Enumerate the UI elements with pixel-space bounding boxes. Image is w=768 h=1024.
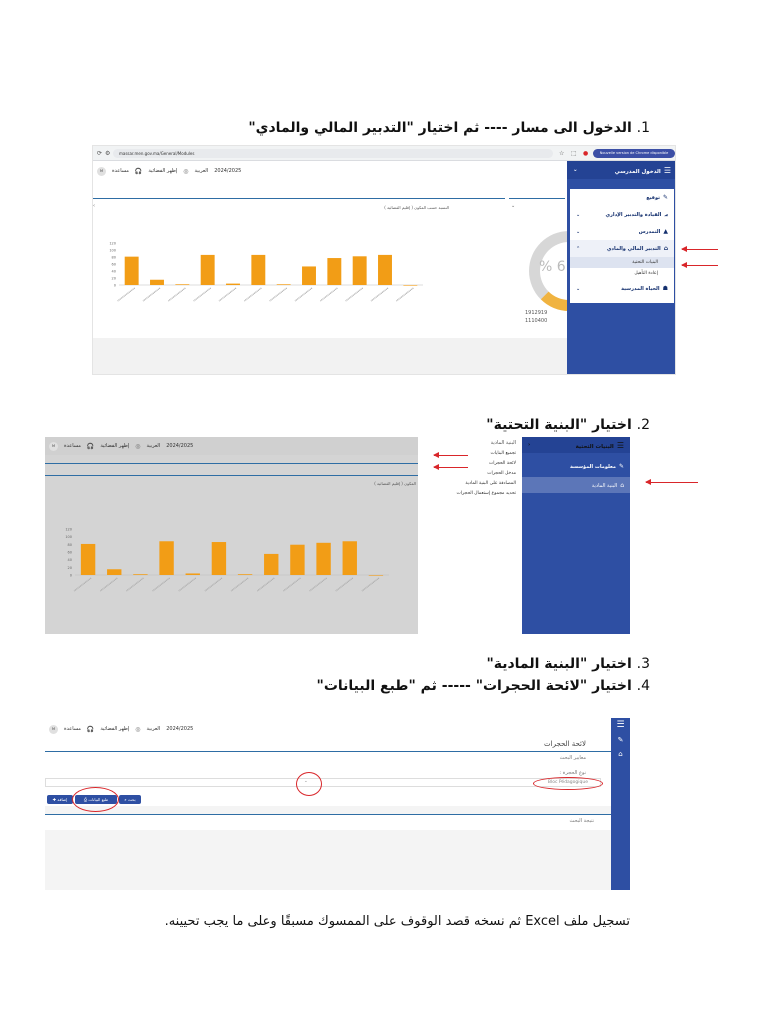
submenu-infrastructure[interactable]: البنيات التحتية [570, 257, 674, 268]
chevron-down-icon: ⌄ [576, 211, 581, 218]
panel-item-buildings[interactable]: تجميع البنايات [490, 451, 516, 456]
section-divider [45, 475, 418, 476]
donut-label: % 6 [539, 259, 566, 275]
form-area [45, 806, 611, 814]
step-3-number: 3. [636, 656, 650, 672]
remote-support-link[interactable]: إظهر الفضائية [100, 443, 130, 449]
page-title: لائحة الحجرات [544, 740, 586, 748]
browser-toolbar [93, 146, 676, 161]
x-tick-label [74, 578, 91, 591]
y-tick-label: 80 [111, 255, 116, 260]
bar [343, 541, 357, 575]
sidebar-title: ☰البنيات التحتية [575, 440, 624, 450]
bar [226, 284, 240, 285]
profile-icon[interactable]: ● [583, 150, 589, 157]
x-tick-label [362, 578, 379, 591]
bar [316, 543, 330, 575]
y-tick-label: 0 [113, 283, 116, 288]
x-tick-label [205, 578, 222, 591]
x-tick-label [126, 578, 143, 591]
bank-icon: ⌂ [663, 245, 668, 252]
criteria-label: معايير البحث [559, 755, 586, 761]
result-label: نتيجة البحث [569, 818, 594, 824]
chevron-down-icon: ⌄ [576, 228, 581, 235]
remote-support-link[interactable]: إظهر الفضائية [148, 168, 178, 174]
y-tick-label: 120 [109, 241, 116, 246]
x-tick-label [179, 578, 196, 591]
pencil-icon: ✎ [618, 462, 624, 470]
x-tick-label [270, 288, 287, 301]
screenshot-2-dimmed-content [45, 437, 418, 634]
red-arrow [682, 249, 718, 250]
x-tick-label [283, 578, 300, 591]
step-1-title [248, 120, 650, 136]
sidebar-collapsed [611, 718, 630, 890]
section-divider [45, 751, 611, 752]
panel-item-validation[interactable]: المصادقة على البنية المادية [465, 481, 516, 486]
x-tick-label [231, 578, 248, 591]
printer-icon: ⎙ [83, 797, 88, 802]
y-tick-label: 20 [67, 565, 72, 570]
pencil-icon: ✎ [662, 194, 668, 201]
footer-note: تسجيل ملف Excel ثم نسخه قصد الوقوف على الممسوك مسبقًا وعلى ما يجب تحيينه. [164, 914, 630, 929]
url-field[interactable]: massar.men.gov.ma/General/Modules [113, 149, 553, 158]
bar [212, 542, 226, 575]
panel-item-usage[interactable]: تحديد مجموع إستعمال الحجرات [456, 491, 516, 496]
y-tick-label: 100 [65, 535, 72, 540]
avatar[interactable]: M [49, 725, 58, 734]
chevron-up-icon: ⌃ [576, 245, 581, 252]
bar [175, 284, 189, 285]
y-tick-label: 60 [67, 550, 72, 555]
bar [201, 255, 215, 285]
print-data-button[interactable]: ⎙ طبع البيانات [75, 795, 117, 804]
highlight-circle [533, 777, 603, 790]
x-tick-label [371, 288, 388, 301]
step-3-title [486, 656, 650, 672]
bar [107, 569, 121, 575]
sidebar-header [567, 161, 676, 179]
highlight-circle [296, 772, 322, 796]
reload-icon[interactable]: ⟳ [97, 150, 103, 157]
step-2-number: 2. [636, 417, 650, 433]
highlight-circle [72, 787, 119, 812]
language-select[interactable]: العربية [194, 168, 209, 174]
x-tick-label [219, 288, 236, 301]
panel-item-rooms-entry[interactable]: مدخل الحجرات [487, 471, 516, 476]
globe-icon: ◎ [135, 725, 141, 733]
step-4-title [317, 678, 650, 694]
menu-item-finance[interactable]: ⌂التدبير المالي والمادي ⌃ [570, 240, 674, 257]
site-info-icon[interactable]: ⚙ [105, 150, 111, 157]
users-icon: ☗ [662, 285, 668, 292]
result-area [45, 830, 611, 890]
chart-caption: النسبة حسب المكون ( إقليم الفضائية ) [384, 205, 449, 210]
content-footer [93, 338, 567, 375]
menu-item-school-life[interactable]: ☗الحياة المدرسية ⌄ [576, 285, 668, 292]
bar [264, 554, 278, 575]
y-tick-label: 80 [67, 542, 72, 547]
y-tick-label: 40 [67, 558, 72, 563]
search-icon: ⌕ [124, 797, 127, 802]
year-select[interactable]: 2024/2025 [166, 726, 194, 732]
menu-icon[interactable]: ☰ [616, 720, 625, 730]
section-divider [45, 814, 611, 815]
collapse-icon[interactable]: ⌄ [511, 203, 516, 209]
chevron-down-icon: ⌄ [576, 285, 581, 292]
bank-icon[interactable]: ⌂ [618, 750, 623, 758]
bar [327, 258, 341, 285]
menu-icon[interactable]: ☰ [663, 165, 671, 175]
room-type-select[interactable] [45, 778, 601, 787]
chart-caption: المكون ( إقليم الفضائية ) [374, 481, 416, 486]
bar [150, 280, 164, 285]
x-tick-label [194, 288, 211, 301]
red-arrow [682, 265, 718, 266]
stat-number: 1912919 [525, 310, 548, 316]
menu-item-physical-structure[interactable]: ⌂البنية المادية [522, 477, 630, 493]
x-tick-label [295, 288, 312, 301]
x-tick-label [118, 288, 135, 301]
globe-icon: ◎ [183, 167, 189, 175]
x-tick-label [396, 288, 413, 301]
headset-icon: 🎧 [86, 725, 95, 733]
menu-item-signature[interactable]: ✎توقيع [646, 194, 668, 201]
red-arrow [434, 467, 468, 468]
bar [133, 574, 147, 575]
submenu-rehabilitation[interactable]: إعادة التأهيل [634, 271, 658, 276]
screenshot-3 [45, 718, 630, 890]
bookmark-icon[interactable]: ☆ [559, 150, 565, 157]
x-tick-label [257, 578, 274, 591]
help-link[interactable]: مساعدة [64, 443, 81, 449]
y-tick-label: 40 [111, 269, 116, 274]
screenshot-1 [92, 145, 676, 375]
x-tick-label [100, 578, 117, 591]
step-1-text: الدخول الى مسار ---- ثم اختيار "التدبير المالي والمادي" [248, 120, 632, 136]
y-tick-label: 20 [111, 276, 116, 281]
bar [369, 575, 383, 576]
year-select[interactable]: 2024/2025 [166, 443, 194, 449]
menu-item-administration[interactable]: ⦟القيادة والتدبير الإداري ⌄ [576, 210, 668, 218]
bar-chart [59, 517, 389, 627]
headset-icon: 🎧 [86, 442, 95, 450]
pencil-icon[interactable]: ✎ [617, 736, 624, 744]
app-header [93, 162, 567, 180]
x-tick-label [336, 578, 353, 591]
section-divider [509, 198, 565, 199]
x-tick-label [346, 288, 363, 301]
language-select[interactable]: العربية [146, 726, 161, 732]
bar [353, 256, 367, 285]
year-select[interactable]: 2024/2025 [214, 168, 242, 174]
section-divider [93, 198, 505, 199]
bar [302, 266, 316, 285]
select-value: Bloc Pédagogique [547, 780, 588, 785]
x-tick-label [143, 288, 160, 301]
avatar[interactable]: M [49, 442, 58, 451]
headset-icon: 🎧 [134, 167, 143, 175]
chevron-down-icon[interactable]: ⌄ [573, 167, 578, 173]
sidebar-menu [570, 189, 674, 303]
help-link[interactable]: مساعدة [64, 726, 81, 732]
collapse-icon[interactable]: ‹ [93, 203, 95, 209]
bar-chart [103, 240, 423, 340]
search-button[interactable]: ⌕ بحث [119, 795, 141, 804]
step-4-text: اختيار "لائحة الحجرات" ----- ثم "طبع البيانات" [316, 678, 632, 694]
y-tick-label: 60 [111, 262, 116, 267]
step-1-number: 1. [636, 120, 650, 136]
bar [277, 284, 291, 285]
avatar[interactable]: M [97, 167, 106, 176]
bar [186, 573, 200, 575]
panel-title: البنية المادية [490, 440, 516, 446]
red-arrow [646, 482, 698, 483]
sidebar-header [522, 437, 630, 453]
bar [403, 285, 417, 286]
chevron-left-icon[interactable]: ‹ [528, 442, 531, 448]
type-label: نوع الحجرة : [559, 770, 586, 776]
app-header [45, 437, 418, 455]
extensions-icon[interactable]: ⬚ [571, 150, 577, 157]
y-tick-label: 120 [65, 527, 72, 532]
remote-support-link[interactable]: إظهر الفضائية [100, 726, 130, 732]
chrome-update-button[interactable]: Nouvelle version de Chrome disponible [593, 149, 675, 158]
bar [251, 255, 265, 285]
chevron-down-icon: ⌄ [304, 779, 308, 784]
red-arrow [434, 455, 468, 456]
bar [81, 544, 95, 575]
menu-item-schooling[interactable]: ▲التمدرس ⌄ [576, 228, 668, 235]
add-button[interactable]: ✚ إضافة [47, 795, 73, 804]
menu-icon[interactable]: ☰ [616, 440, 624, 450]
plus-icon: ✚ [52, 797, 57, 802]
chart-icon: ⦟ [664, 210, 668, 218]
step-4-number: 4. [636, 678, 650, 694]
bar [125, 257, 139, 285]
bar [290, 545, 304, 575]
globe-icon: ◎ [135, 442, 141, 450]
bar [378, 255, 392, 285]
stat-number: 1110400 [525, 318, 548, 324]
y-tick-label: 0 [69, 573, 72, 578]
app-header [45, 720, 611, 738]
step-3-text: اختيار "البنية المادية" [486, 656, 632, 672]
language-select[interactable]: العربية [146, 443, 161, 449]
x-tick-label [244, 288, 261, 301]
x-tick-label [168, 288, 185, 301]
menu-item-school-info[interactable]: ✎معلومات المؤسسة [570, 462, 624, 470]
sidebar [567, 161, 676, 375]
x-tick-label [310, 578, 327, 591]
step-2-title [486, 417, 650, 433]
sidebar-title: ☰الدخول المدرسي [614, 165, 671, 175]
x-tick-label [153, 578, 170, 591]
section-divider [45, 463, 418, 464]
graduation-cap-icon: ▲ [663, 228, 668, 235]
bar [238, 574, 252, 575]
screenshot-2-sidebar [522, 437, 630, 634]
panel-item-rooms-list[interactable]: لائحة الحجرات [489, 461, 516, 466]
help-link[interactable]: مساعدة [112, 168, 129, 174]
bar [159, 541, 173, 575]
step-2-text: اختيار "البنية التحتية" [486, 417, 632, 433]
bank-icon: ⌂ [620, 481, 624, 489]
y-tick-label: 100 [109, 248, 116, 253]
x-tick-label [320, 288, 337, 301]
